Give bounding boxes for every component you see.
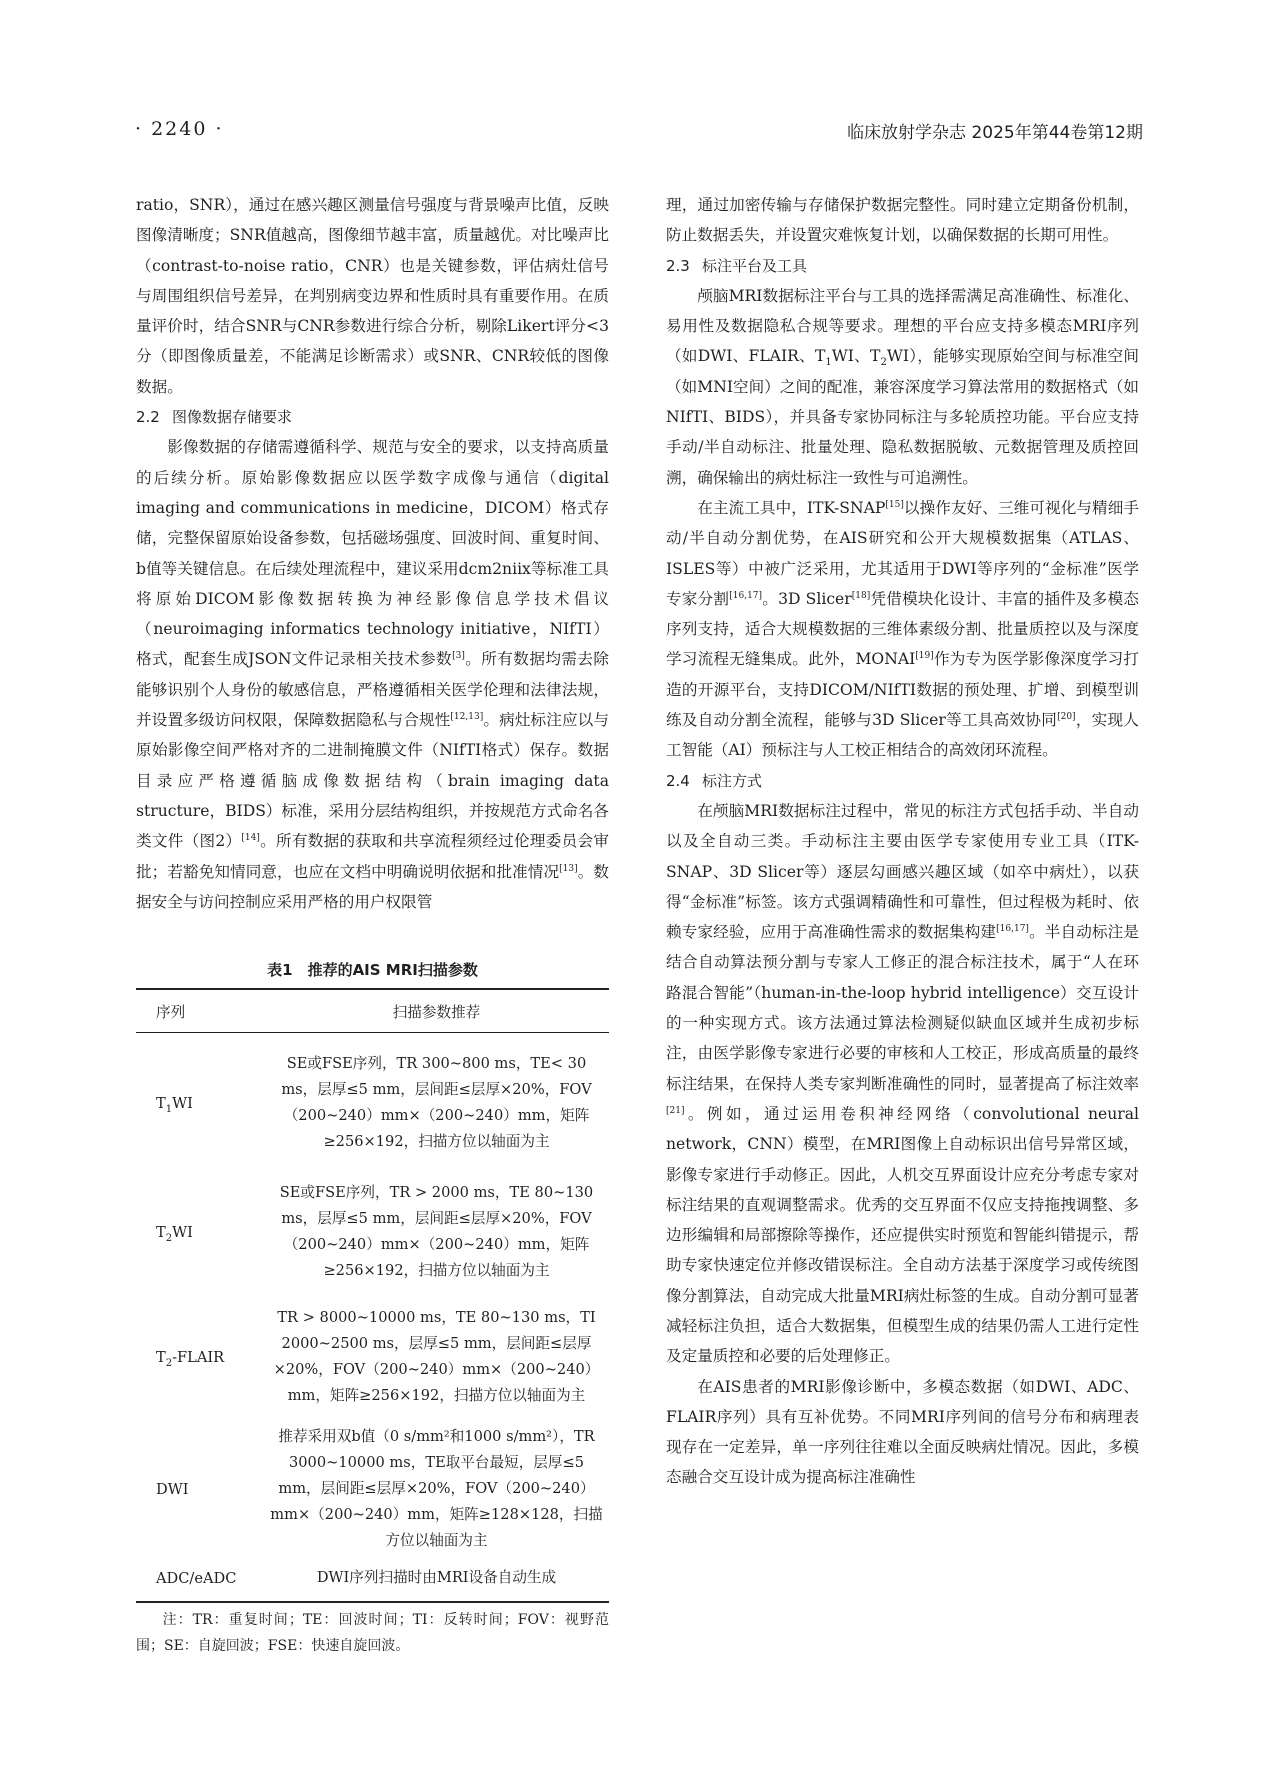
paragraph: ratio，SNR），通过在感兴趣区测量信号强度与背景噪声比值，反映图像清晰度；SNR值越高，图像细节越丰富，质量越优。对比噪声比（contrast-to-noise ratio，CNR）也是关键参数，评估病灶信号与周围组织信号差异，在判别病变边界和性质时具有重要作用。在质量评价时，结合SNR与CNR参数进行综合分析，剔除Likert评分<3分（即图像质量差，不能满足诊断需求）或SNR、CNR较低的图像数据。 (136, 196, 609, 396)
table-title: 表1 推荐的AIS MRI扫描参数 (267, 961, 478, 979)
parameters-cell: 推荐采用双b值（0 s/mm²和1000 s/mm²），TR 3000~10000 ms，TE取平台最短，层厚≤5 mm，层间距≤层厚×20%，FOV（200~240）mm×（200~240）mm，矩阵≥128×128，扫描方位以轴面为主 (270, 1428, 603, 1549)
sequence-cell: DWI (156, 1480, 189, 1498)
citation: [13] (559, 863, 578, 874)
table-1 (136, 958, 609, 1659)
table-row (136, 1033, 609, 1174)
paragraph: 理，通过加密传输与存储保护数据完整性。同时建立定期备份机制，防止数据丢失，并设置灾难恢复计划，以确保数据的长期可用性。 (666, 196, 1139, 245)
table-row (136, 1173, 609, 1291)
column-header: 序列 (136, 989, 264, 1033)
parameters-cell: DWI序列扫描时由MRI设备自动生成 (264, 1555, 609, 1602)
table-row (136, 1423, 609, 1555)
column-header: 扫描参数推荐 (264, 989, 609, 1033)
table-note: 注：TR：重复时间；TE：回波时间；TI：反转时间；FOV：视野范围；SE：自旋回波；FSE：快速自旋回波。 (136, 1612, 609, 1654)
citation: [18] (851, 590, 871, 601)
citation: [21] (666, 1105, 685, 1116)
sequence-cell: $T_2WI$ (156, 1223, 193, 1244)
paragraph: 颅脑MRI数据标注平台与工具的选择需满足高准确性、标准化、易用性及数据隐私合规等要求。理想的平台应支持多模态MRI序列（如DWI、FLAIR、$T_1WI$、$T_2WI$），能够实现原始空间与标准空间（如MNI空间）之间的配准，兼容深度学习算法常用的数据格式（如NIfTI、BIDS），并具备专家协同标注与多轮质控功能。平台应支持手动/半自动标注、批量处理、隐私数据脱敏、元数据管理及质控回溯，确保输出的病灶标注一致性与可追溯性。 (666, 286, 1139, 487)
citation: [19] (915, 651, 934, 662)
paragraph: 在颅脑MRI数据标注过程中，常见的标注方式包括手动、半自动以及全自动三类。手动标注主要由医学专家使用专业工具（ITK-SNAP、3D Slicer等）逐层勾画感兴趣区域（如卒中病灶），以获得“金标准”标签。该方式强调精确性和可靠性，但过程极为耗时、依赖专家经验，应用于高准确性需求的数据集构建[16,17]。半自动标注是结合自动算法预分割与专家人工修正的混合标注技术，属于“人在环路混合智能”（human-in-the-loop hybrid intelligence）交互设计的一种实现方式。该方法通过算法检测疑似缺血区域并生成初步标注，由医学影像专家进行必要的审核和人工校正，形成高质量的最终标注结果，在保持人类专家判断准确性的同时，显著提高了标注效率[21]。例如，通过运用卷积神经网络（convolutional neural network，CNN）模型，在MRI图像上自动标识出信号异常区域，影像专家进行手动修正。因此，人机交互界面设计应充分考虑专家对标注结果的直观调整需求。优秀的交互界面不仅应支持拖拽调整、多边形编辑和局部擦除等操作，还应提供实时预览和智能纠错提示，帮助专家快速定位并修改错误标注。全自动方法基于深度学习或传统图像分割算法，自动完成大批量MRI病灶标签的生成。自动分割可显著减轻标注负担，适合大数据集，但模型生成的结果仍需人工进行定性及定量质控和必要的后处理修正。 (666, 801, 1139, 1366)
left-column (136, 190, 609, 917)
parameters-cell: SE或FSE序列，TR 300~800 ms，TE< 30 ms，层厚≤5 mm，层间距≤层厚×20%，FOV（200~240）mm×（200~240）mm，矩阵≥256×192，扫描方位以轴面为主 (281, 1055, 592, 1150)
page-header (135, 118, 1143, 146)
section-heading-2-4: 2.4 标注方式 (666, 771, 763, 790)
citation: [20] (1057, 712, 1076, 723)
citation: [3] (452, 651, 465, 662)
sequence-cell: ADC/eADC (136, 1555, 264, 1602)
sequence-cell: $T_2$-FLAIR (156, 1348, 225, 1369)
right-column (666, 190, 1139, 1493)
paragraph: 影像数据的存储需遵循科学、规范与安全的要求，以支持高质量的后续分析。原始影像数据应以医学数字成像与通信（digital imaging and communications in medicine，DICOM）格式存储，完整保留原始设备参数，包括磁场强度、回波时间、重复时间、b值等关键信息。在后续处理流程中，建议采用dcm2niix等标准工具将原始DICOM影像数据转换为神经影像信息学技术倡议（neuroimaging informatics technology initiative，NIfTI）格式，配套生成JSON文件记录相关技术参数[3]。所有数据均需去除能够识别个人身份的敏感信息，严格遵循相关医学伦理和法律法规，并设置多级访问权限，保障数据隐私与合规性[12,13]。病灶标注应以与原始影像空间严格对齐的二进制掩膜文件（NIfTI格式）保存。数据目录应严格遵循脑成像数据结构（brain imaging data structure，BIDS）标准，采用分层结构组织，并按规范方式命名各类文件（图2）[14]。所有数据的获取和共享流程须经过伦理委员会审批；若豁免知情同意，也应在文档中明确说明依据和批准情况[13]。数据安全与访问控制应采用严格的用户权限管 (136, 438, 609, 911)
citation: [15] (885, 499, 904, 510)
citation: [14] (241, 833, 260, 844)
page-number: · 2240 · (135, 118, 224, 140)
paragraph: 在主流工具中，ITK-SNAP[15]以操作友好、三维可视化与精细手动/半自动分割优势，在AIS研究和公开大规模数据集（ATLAS、ISLES等）中被广泛采用，尤其适用于DWI等序列的“金标准”医学专家分割[16,17]。3D Slicer[18]凭借模块化设计、丰富的插件及多模态序列支持，适合大规模数据的三维体素级分割、批量质控以及与深度学习流程无缝集成。此外，MONAI[19]作为专为医学影像深度学习打造的开源平台，支持DICOM/NIfTI数据的预处理、扩增、到模型训练及自动分割全流程，能够与3D Slicer等工具高效协同[20]，实现人工智能（AI）预标注与人工校正相结合的高效闭环流程。 (666, 498, 1139, 760)
sequence-cell: $T_1WI$ (156, 1094, 193, 1115)
paragraph: 在AIS患者的MRI影像诊断中，多模态数据（如DWI、ADC、FLAIR序列）具有互补优势。不同MRI序列间的信号分布和病理表现存在一定差异，单一序列往往难以全面反映病灶情况。因此，多模态融合交互设计成为提高标注准确性 (666, 1377, 1139, 1487)
section-heading-2-2: 2.2 图像数据存储要求 (136, 408, 293, 427)
citation: [16,17] (996, 924, 1029, 935)
parameters-cell: TR > 8000~10000 ms，TE 80~130 ms，TI 2000~2500 ms，层厚≤5 mm，层间距≤层厚×20%，FOV（200~240）mm×（200~240）mm，矩阵≥256×192，扫描方位以轴面为主 (273, 1309, 600, 1404)
citation: [12,13] (450, 712, 484, 723)
table-row (136, 1555, 609, 1602)
scan-parameter-table (136, 988, 609, 1603)
journal-title: 临床放射学杂志 2025年第44卷第12期 (847, 123, 1143, 143)
table-header-row (136, 989, 609, 1033)
table-row (136, 1291, 609, 1423)
parameters-cell: SE或FSE序列，TR > 2000 ms，TE 80~130 ms，层厚≤5 mm，层间距≤层厚×20%，FOV（200~240）mm×（200~240）mm，矩阵≥256×192，扫描方位以轴面为主 (279, 1184, 594, 1279)
citation: [16,17] (729, 590, 763, 601)
section-heading-2-3: 2.3 标注平台及工具 (666, 256, 808, 275)
